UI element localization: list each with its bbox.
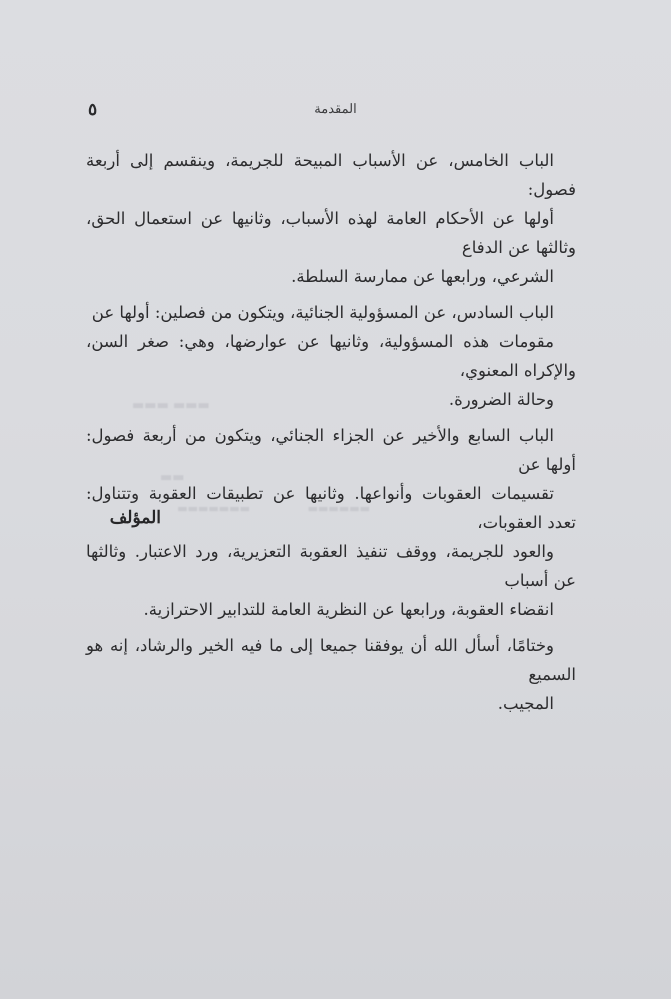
paragraph-chapter-six bbox=[86, 298, 576, 414]
text-line: وحالة الضرورة. bbox=[448, 390, 554, 409]
text-line: أولها عن الأحكام العامة لهذه الأسباب، وثانيها عن استعمال الحق، وثالثها عن الدفاع bbox=[86, 209, 576, 257]
bleed-through-text: ▬▬ bbox=[160, 470, 185, 485]
text-line: مقومات هذه المسؤولية، وثانيها عن عوارضها، وهي: صغر السن، والإكراه المعنوي، bbox=[86, 332, 576, 380]
text-line: انقضاء العقوبة، ورابعها عن النظرية العامة للتدابير الاحترازية. bbox=[143, 600, 554, 619]
text-line: المجيب. bbox=[497, 694, 554, 713]
text-line: الباب السابع والأخير عن الجزاء الجنائي، ويتكون من أربعة فصول: أولها عن bbox=[86, 426, 576, 474]
author-signature: المؤلف bbox=[109, 508, 161, 528]
page-header bbox=[88, 100, 583, 124]
body-text bbox=[86, 146, 576, 725]
text-line: تقسيمات العقوبات وأنواعها. وثانيها عن تطبيقات العقوبة وتتناول: تعدد العقوبات، bbox=[86, 484, 576, 532]
bleed-through-text: ▬▬▬ ▬▬▬ bbox=[132, 398, 210, 413]
running-title: المقدمة bbox=[314, 102, 357, 117]
text-line: الباب الخامس، عن الأسباب المبيحة للجريمة، وينقسم إلى أربعة فصول: bbox=[86, 151, 576, 199]
paragraph-closing bbox=[86, 631, 576, 718]
page-number: ٥ bbox=[88, 100, 98, 120]
paragraph-chapter-five bbox=[86, 146, 576, 291]
bleed-through-text: ▬▬▬▬▬▬▬ bbox=[177, 502, 250, 515]
text-line: الباب السادس، عن المسؤولية الجنائية، ويتكون من فصلين: أولها عن bbox=[91, 303, 554, 322]
bleed-through-text: ▬▬▬▬▬▬ bbox=[307, 502, 370, 515]
text-line: الشرعي، ورابعها عن ممارسة السلطة. bbox=[291, 267, 554, 286]
text-line: وختامًا، أسأل الله أن يوفقنا جميعا إلى ما فيه الخير والرشاد، إنه هو السميع bbox=[86, 636, 576, 684]
text-line: والعود للجريمة، ووقف تنفيذ العقوبة التعزيرية، ورد الاعتبار. وثالثها عن أسباب bbox=[86, 542, 576, 590]
